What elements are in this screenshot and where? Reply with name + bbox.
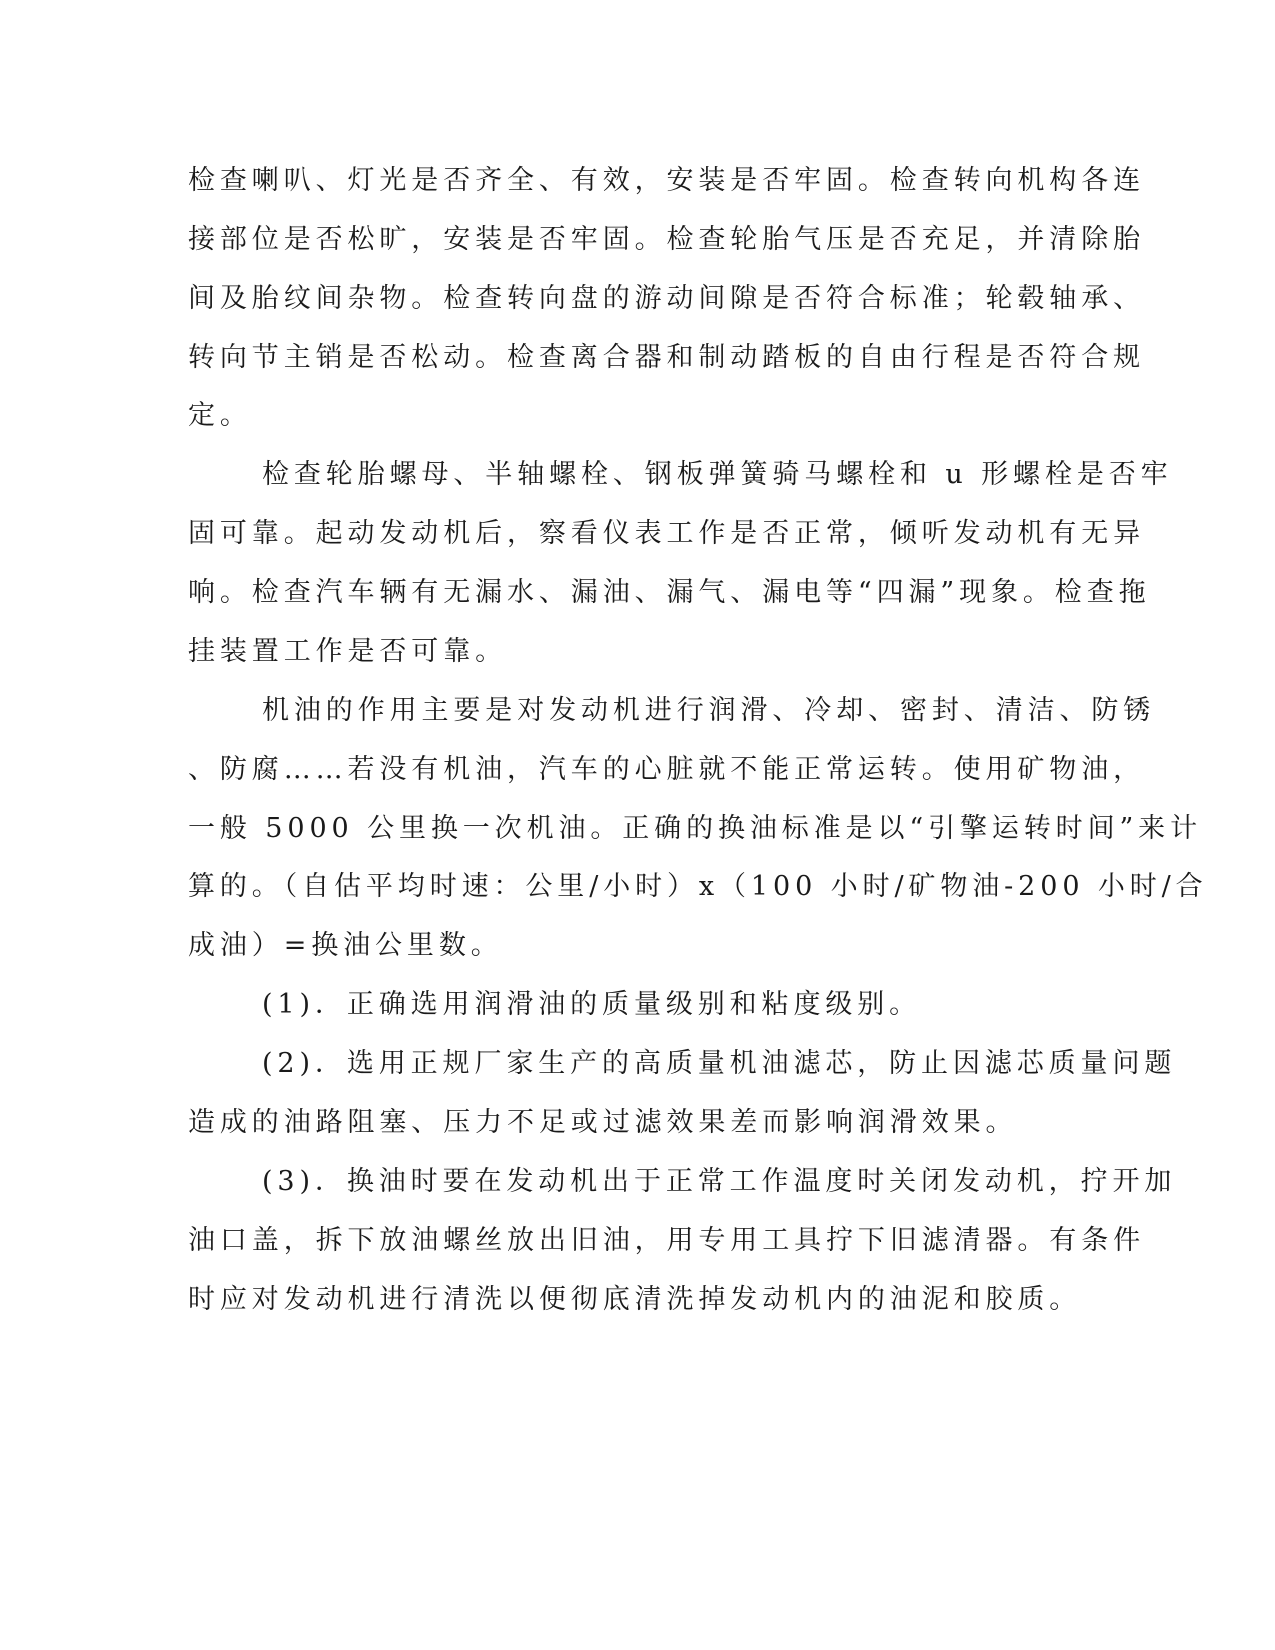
paragraph-3-line-5: 成油）=换油公里数。	[188, 930, 503, 961]
paragraph-1-line-1: 检查喇叭、灯光是否齐全、有效，安装是否牢固。检查转向机构各连	[188, 165, 1145, 196]
paragraph-3-line-2: 、防腐……若没有机油，汽车的心脏就不能正常运转。使用矿物油，	[188, 754, 1145, 785]
paragraph-4-line-1: (1)．正确选用润滑油的质量级别和粘度级别。	[262, 989, 922, 1020]
paragraph-1-line-2: 接部位是否松旷，安装是否牢固。检查轮胎气压是否充足，并清除胎	[188, 224, 1145, 255]
paragraph-1-line-5: 定。	[188, 400, 252, 431]
paragraph-3-line-3: 一般 5000 公里换一次机油。正确的换油标准是以“引擎运转时间”来计	[188, 813, 1202, 844]
paragraph-5-line-1: (2)．选用正规厂家生产的高质量机油滤芯，防止因滤芯质量问题	[262, 1048, 1177, 1079]
paragraph-1-line-4: 转向节主销是否松动。检查离合器和制动踏板的自由行程是否符合规	[188, 342, 1145, 373]
paragraph-6-line-3: 时应对发动机进行清洗以便彻底清洗掉发动机内的油泥和胶质。	[188, 1284, 1082, 1315]
paragraph-2-line-2: 固可靠。起动发动机后，察看仪表工作是否正常，倾听发动机有无异	[188, 518, 1145, 549]
paragraph-2-line-3: 响。检查汽车辆有无漏水、漏油、漏气、漏电等“四漏”现象。检查拖	[188, 577, 1151, 608]
paragraph-2-line-4: 挂装置工作是否可靠。	[188, 636, 507, 667]
paragraph-3-line-4: 算的。（自估平均时速：公里/小时）x（100 小时/矿物油-200 小时/合	[188, 871, 1208, 902]
paragraph-5-line-2: 造成的油路阻塞、压力不足或过滤效果差而影响润滑效果。	[188, 1107, 1018, 1138]
paragraph-2-line-1: 检查轮胎螺母、半轴螺栓、钢板弹簧骑马螺栓和 u 形螺栓是否牢	[262, 459, 1173, 490]
paragraph-1-line-3: 间及胎纹间杂物。检查转向盘的游动间隙是否符合标准；轮毂轴承、	[188, 283, 1145, 314]
paragraph-3-line-1: 机油的作用主要是对发动机进行润滑、冷却、密封、清洁、防锈	[262, 695, 1156, 726]
paragraph-6-line-2: 油口盖，拆下放油螺丝放出旧油，用专用工具拧下旧滤清器。有条件	[188, 1225, 1145, 1256]
paragraph-6-line-1: (3)．换油时要在发动机出于正常工作温度时关闭发动机，拧开加	[262, 1166, 1177, 1197]
